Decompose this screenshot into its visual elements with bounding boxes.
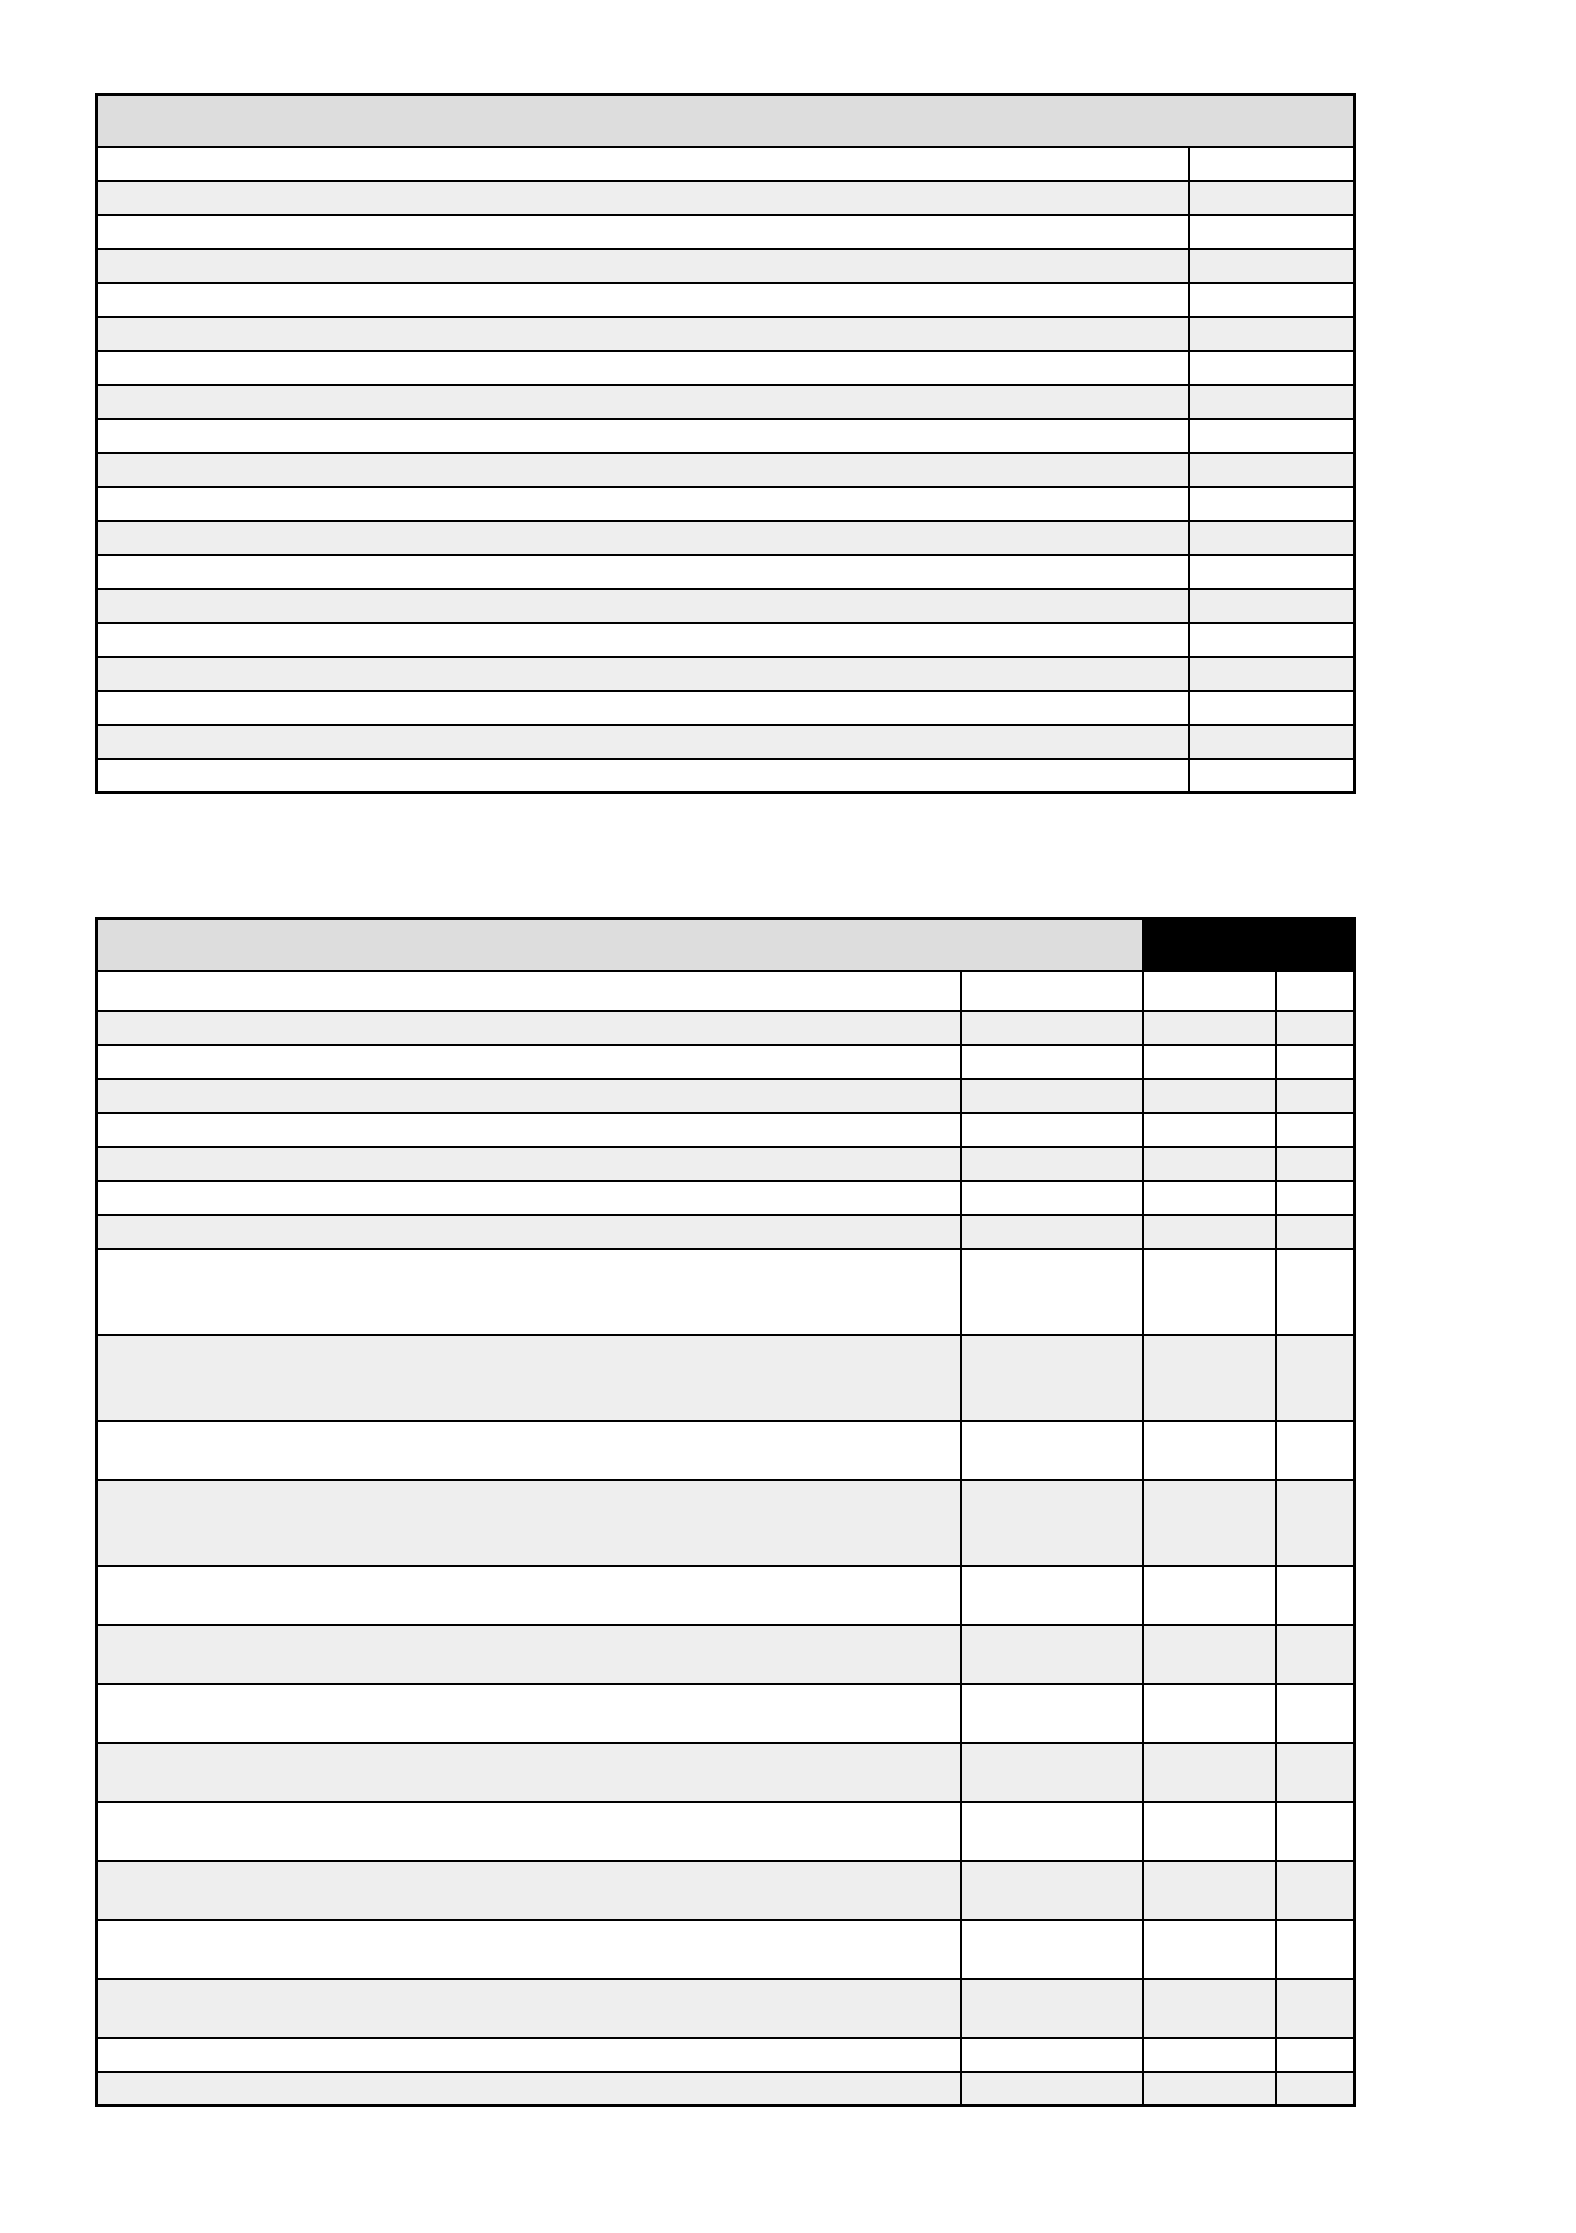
- table-cell: [1143, 2072, 1276, 2106]
- table-cell: [97, 1335, 961, 1421]
- table-cell: [1189, 249, 1355, 283]
- table-cell: [961, 1045, 1143, 1079]
- table-1: [95, 93, 1356, 794]
- table-cell: [1189, 351, 1355, 385]
- table-cell: [97, 1743, 961, 1802]
- table-cell: [1276, 1215, 1355, 1249]
- table-cell: [1143, 1249, 1276, 1335]
- table-cell: [1276, 1625, 1355, 1684]
- table-row: [97, 2038, 1355, 2072]
- table-cell: [1189, 487, 1355, 521]
- table-2: [95, 917, 1356, 2107]
- table-cell: [97, 1079, 961, 1113]
- table-cell: [961, 1625, 1143, 1684]
- table-cell: [1189, 657, 1355, 691]
- table-cell: [961, 2038, 1143, 2072]
- table-cell: [1189, 623, 1355, 657]
- table-cell: [1276, 1684, 1355, 1743]
- table-row: [97, 385, 1355, 419]
- table-row: [97, 283, 1355, 317]
- table-cell: [1143, 1743, 1276, 1802]
- table-cell: [1276, 1045, 1355, 1079]
- table-cell: [1143, 1011, 1276, 1045]
- table-cell: [1143, 1861, 1276, 1920]
- table-cell: [97, 1625, 961, 1684]
- table-cell: [1189, 453, 1355, 487]
- table-cell: [97, 1684, 961, 1743]
- table-cell: [1276, 1181, 1355, 1215]
- table-1-body: [97, 147, 1355, 793]
- table-cell: [1189, 283, 1355, 317]
- table-cell: [1276, 2072, 1355, 2106]
- table-cell: [97, 1920, 961, 1979]
- table-row: [97, 1215, 1355, 1249]
- table-cell: [1143, 1045, 1276, 1079]
- table-cell: [97, 283, 1189, 317]
- table-cell: [97, 623, 1189, 657]
- table-row: [97, 1684, 1355, 1743]
- table-row: [97, 657, 1355, 691]
- table-cell: [961, 1802, 1143, 1861]
- table-cell: [1276, 1113, 1355, 1147]
- table-cell: [97, 691, 1189, 725]
- table-cell: [1276, 1079, 1355, 1113]
- table-cell: [97, 1249, 961, 1335]
- table-cell: [961, 971, 1143, 1011]
- table-cell: [1276, 1566, 1355, 1625]
- table-cell: [1189, 725, 1355, 759]
- table-cell: [1276, 1802, 1355, 1861]
- table-cell: [961, 1480, 1143, 1566]
- table-cell: [97, 453, 1189, 487]
- table-cell: [97, 1566, 961, 1625]
- table-cell: [97, 971, 961, 1011]
- table-cell: [1276, 1147, 1355, 1181]
- table-cell: [97, 487, 1189, 521]
- table-row: [97, 1421, 1355, 1480]
- table-cell: [1276, 1861, 1355, 1920]
- table-row: [97, 1802, 1355, 1861]
- table-row: [97, 487, 1355, 521]
- table-cell: [1143, 2038, 1276, 2072]
- table-cell: [1189, 317, 1355, 351]
- table-cell: [961, 1335, 1143, 1421]
- table-row: [97, 1147, 1355, 1181]
- table-cell: [97, 2072, 961, 2106]
- table-cell: [97, 419, 1189, 453]
- table-row: [97, 351, 1355, 385]
- table-cell: [1143, 1113, 1276, 1147]
- table-1-title: [97, 95, 1355, 147]
- table-cell: [1143, 1421, 1276, 1480]
- table-cell: [1189, 147, 1355, 181]
- table-row: [97, 1566, 1355, 1625]
- table-cell: [97, 1181, 961, 1215]
- table-cell: [1143, 1625, 1276, 1684]
- table-cell: [961, 1147, 1143, 1181]
- table-cell: [961, 1743, 1143, 1802]
- table-row: [97, 1079, 1355, 1113]
- table-cell: [97, 2038, 961, 2072]
- table-cell: [97, 215, 1189, 249]
- table-cell: [1189, 759, 1355, 793]
- table-cell: [961, 1215, 1143, 1249]
- table-cell: [961, 1684, 1143, 1743]
- table-row: [97, 1861, 1355, 1920]
- table-cell: [961, 2072, 1143, 2106]
- table-cell: [1276, 1979, 1355, 2038]
- table-cell: [1189, 385, 1355, 419]
- table-cell: [97, 1861, 961, 1920]
- table-cell: [1276, 2038, 1355, 2072]
- table-row: [97, 1480, 1355, 1566]
- table-cell: [1189, 521, 1355, 555]
- table-row: [97, 147, 1355, 181]
- table-cell: [961, 1566, 1143, 1625]
- table-row: [97, 1335, 1355, 1421]
- table-row: [97, 589, 1355, 623]
- table-row: [97, 725, 1355, 759]
- table-cell: [97, 249, 1189, 283]
- table-row: [97, 971, 1355, 1011]
- table-cell: [1143, 1079, 1276, 1113]
- table-cell: [961, 1861, 1143, 1920]
- table-cell: [97, 589, 1189, 623]
- table-cell: [1189, 215, 1355, 249]
- table-2-body: [97, 971, 1355, 2106]
- table-cell: [1276, 1249, 1355, 1335]
- table-cell: [97, 725, 1189, 759]
- table-cell: [1276, 1920, 1355, 1979]
- table-row: [97, 249, 1355, 283]
- table-cell: [1189, 181, 1355, 215]
- table-cell: [961, 1011, 1143, 1045]
- table-row: [97, 1625, 1355, 1684]
- table-cell: [97, 1113, 961, 1147]
- table-cell: [1143, 1480, 1276, 1566]
- table-row: [97, 1979, 1355, 2038]
- table-row: [97, 419, 1355, 453]
- table-row: [97, 1045, 1355, 1079]
- table-row: [97, 1743, 1355, 1802]
- table-cell: [1143, 1920, 1276, 1979]
- table-row: [97, 1011, 1355, 1045]
- table-cell: [1276, 971, 1355, 1011]
- table-2-title: [97, 919, 1143, 971]
- table-cell: [97, 1215, 961, 1249]
- table-row: [97, 623, 1355, 657]
- table-cell: [1143, 1979, 1276, 2038]
- table-row: [97, 1113, 1355, 1147]
- table-cell: [97, 1147, 961, 1181]
- table-cell: [97, 147, 1189, 181]
- table-cell: [1143, 1566, 1276, 1625]
- table-row: [97, 1181, 1355, 1215]
- table-cell: [961, 1181, 1143, 1215]
- table-row: [97, 555, 1355, 589]
- table-cell: [97, 1480, 961, 1566]
- table-cell: [97, 1802, 961, 1861]
- table-cell: [961, 1079, 1143, 1113]
- table-cell: [1143, 1684, 1276, 1743]
- table-cell: [97, 385, 1189, 419]
- table-cell: [97, 1979, 961, 2038]
- table-cell: [1276, 1335, 1355, 1421]
- table-cell: [961, 1113, 1143, 1147]
- table-cell: [1143, 1802, 1276, 1861]
- table-cell: [1276, 1743, 1355, 1802]
- table-cell: [1143, 1335, 1276, 1421]
- table-cell: [1189, 691, 1355, 725]
- table-cell: [1143, 1147, 1276, 1181]
- table-cell: [1189, 419, 1355, 453]
- table-cell: [961, 1249, 1143, 1335]
- table-row: [97, 215, 1355, 249]
- table-cell: [97, 555, 1189, 589]
- table-cell: [97, 1045, 961, 1079]
- table-row: [97, 521, 1355, 555]
- table-cell: [1276, 1011, 1355, 1045]
- table-cell: [961, 1421, 1143, 1480]
- table-cell: [97, 521, 1189, 555]
- table-cell: [1143, 1181, 1276, 1215]
- table-cell: [97, 317, 1189, 351]
- table-cell: [97, 657, 1189, 691]
- table-row: [97, 2072, 1355, 2106]
- table-cell: [961, 1920, 1143, 1979]
- table-row: [97, 691, 1355, 725]
- table-cell: [97, 1011, 961, 1045]
- table-cell: [97, 181, 1189, 215]
- table-row: [97, 317, 1355, 351]
- table-cell: [1276, 1421, 1355, 1480]
- table-row: [97, 181, 1355, 215]
- table-cell: [1276, 1480, 1355, 1566]
- table-row: [97, 1249, 1355, 1335]
- table-cell: [1143, 1215, 1276, 1249]
- table-2-header-right: [1143, 919, 1355, 971]
- table-row: [97, 759, 1355, 793]
- table-cell: [961, 1979, 1143, 2038]
- table-row: [97, 1920, 1355, 1979]
- table-cell: [97, 1421, 961, 1480]
- table-cell: [97, 759, 1189, 793]
- table-row: [97, 453, 1355, 487]
- table-cell: [1189, 555, 1355, 589]
- table-cell: [97, 351, 1189, 385]
- table-cell: [1143, 971, 1276, 1011]
- table-cell: [1189, 589, 1355, 623]
